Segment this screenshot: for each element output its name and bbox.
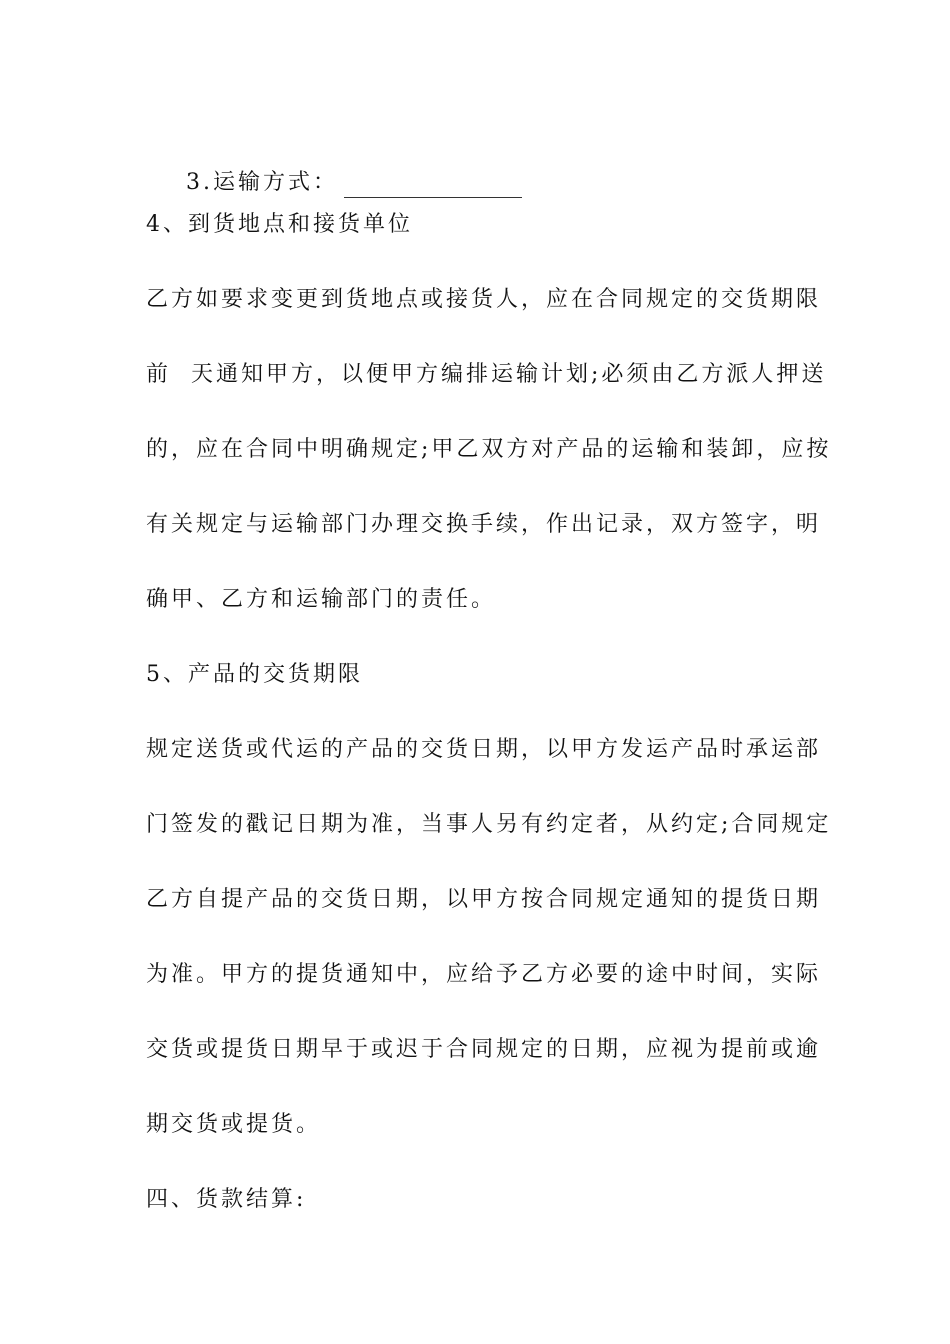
paragraph-line: 期交货或提货。 [146, 1112, 322, 1137]
heading-payment-settlement: 四、货款结算: [146, 1187, 307, 1212]
transport-method-label: 3.运输方式： [185, 170, 338, 195]
paragraph-line: 交货或提货日期早于或迟于合同规定的日期，应视为提前或逾 [146, 1037, 822, 1062]
paragraph-line: 乙方自提产品的交货日期，以甲方按合同规定通知的提货日期 [146, 887, 822, 912]
paragraph-line: 确甲、乙方和运输部门的责任。 [146, 587, 497, 612]
paragraph-line: 的，应在合同中明确规定;甲乙双方对产品的运输和装卸，应按 [146, 437, 832, 462]
paragraph-line: 为准。甲方的提货通知中，应给予乙方必要的途中时间，实际 [146, 962, 822, 987]
heading-delivery-period: 5、产品的交货期限 [146, 662, 363, 687]
paragraph-line: 乙方如要求变更到货地点或接货人，应在合同规定的交货期限 [146, 287, 822, 312]
paragraph-line: 有关规定与运输部门办理交换手续，作出记录，双方签字，明 [146, 512, 822, 537]
heading-delivery-location: 4、到货地点和接货单位 [146, 212, 413, 237]
paragraph-line: 前 天通知甲方，以便甲方编排运输计划;必须由乙方派人押送 [146, 362, 827, 387]
transport-method-blank [344, 175, 522, 198]
paragraph-line: 门签发的戳记日期为准，当事人另有约定者，从约定;合同规定 [146, 812, 832, 837]
paragraph-line: 规定送货或代运的产品的交货日期，以甲方发运产品时承运部 [146, 737, 822, 762]
